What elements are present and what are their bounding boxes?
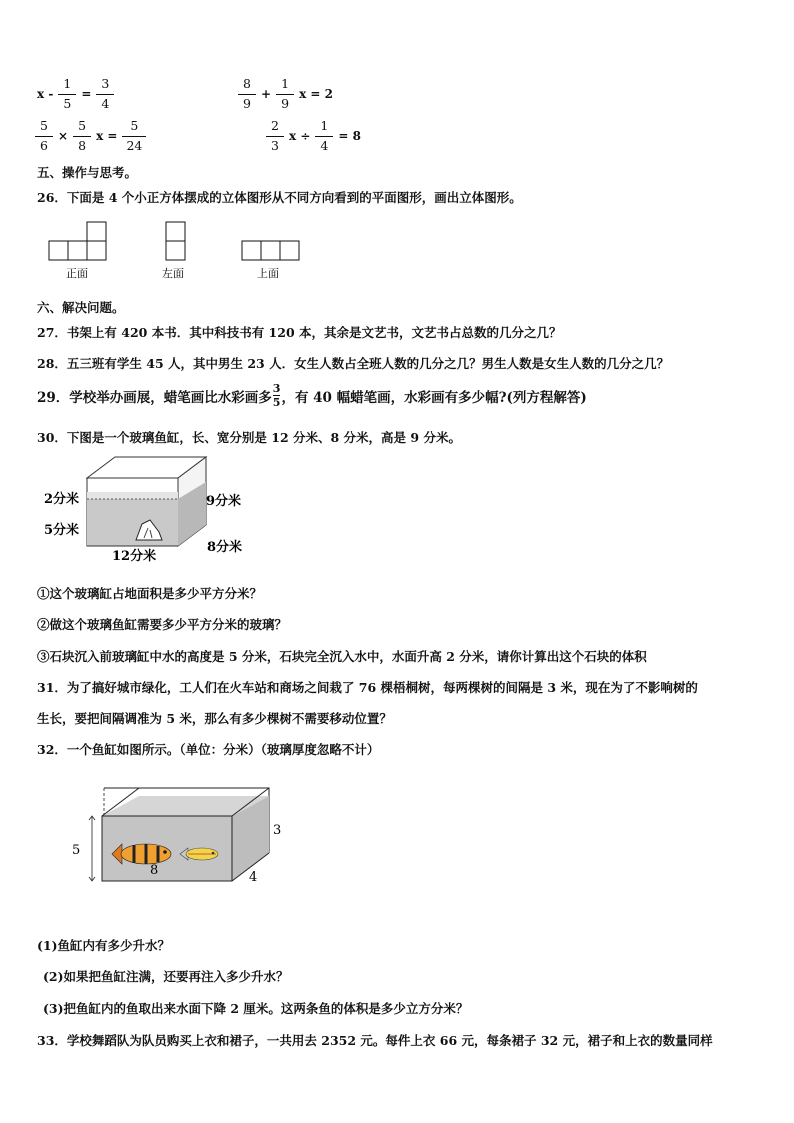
eq3-fraction-3: $\frac{5}{24}$ [124,120,144,152]
eq2-fraction-1: $\frac{8}{9}$ [240,78,254,110]
q32-label-water-drop: 3 [273,823,282,838]
q32-sub-1: (1)鱼缸内有多少升水？ [37,938,171,953]
q32-label-width: 4 [249,870,258,885]
fish-1 [112,844,171,864]
q32-fish-tank-diagram [64,780,294,885]
eq2-fraction-2: $\frac{1}{9}$ [278,78,292,110]
question-33: 33．学校舞蹈队为队员购买上衣和裙子，一共用去 2352 元。每件上衣 66 元，每条裙子 32 元，裙子和上衣的数量同样 [37,1033,713,1048]
section-5-title: 五、操作与思考。 [37,165,138,180]
eq3-fraction-2: $\frac{5}{8}$ [75,120,89,152]
eq3-fraction-1: $\frac{5}{6}$ [37,120,51,152]
q30-sub-1: ①这个玻璃缸占地面积是多少平方分米？ [37,586,263,601]
q29-fraction: $\frac{3}{5}$ [272,382,281,409]
q26-views-diagram [40,220,320,282]
q30-label-length: 12分米 [112,549,157,564]
left-view-label: 左面 [162,267,184,280]
front-view [49,222,106,260]
eq2-rest: x = 2 [299,87,333,101]
q30-sub-3: ③石块沉入前玻璃缸中水的高度是 5 分米，石块完全沉入水中，水面升高 2 分米，请你计算出这个石块的体积 [37,649,647,664]
top-view [242,241,299,260]
section-6-title: 六、解决问题。 [37,300,125,315]
equation-3 [37,120,144,152]
q30-label-height: 9分米 [206,494,242,509]
question-26: 26．下面是 4 个小正方体摆成的立体图形从不同方向看到的平面图形，画出立体图形。 [37,190,522,205]
question-30: 30．下图是一个玻璃鱼缸，长、宽分别是 12 分米、8 分米，高是 9 分米。 [37,430,461,445]
eq4-fraction-2: $\frac{1}{4}$ [317,120,331,152]
equation-4 [268,120,361,152]
eq4-xdiv: x ÷ [289,129,311,143]
q32-label-length: 8 [150,863,159,878]
q32-sub-3: (3)把鱼缸内的鱼取出来水面下降 2 厘米。这两条鱼的体积是多少立方分米？ [43,1001,469,1016]
top-view-label: 上面 [257,267,279,280]
q32-label-height: 5 [72,843,81,858]
eq1-var: x - [37,87,54,101]
q30-fish-tank-diagram [40,452,260,570]
eq1-fraction-2: $\frac{3}{4}$ [98,78,112,110]
eq1-equals: = [81,87,92,101]
eq1-fraction-1: $\frac{1}{5}$ [60,78,74,110]
question-29 [37,383,587,408]
question-31-line-2: 生长，要把间隔调准为 5 米，那么有多少棵树不需要移动位置？ [37,711,392,726]
eq4-rest: = 8 [338,129,361,143]
q32-sub-2: (2)如果把鱼缸注满，还要再注入多少升水？ [43,969,289,984]
eq4-fraction-1: $\frac{2}{3}$ [268,120,282,152]
question-27: 27．书架上有 420 本书．其中科技书有 120 本，其余是文艺书，文艺书占总数的几分之几？ [37,325,562,340]
q30-label-top: 2分米 [44,492,80,507]
q29-after: ，有 40 幅蜡笔画，水彩画有多少幅?(列方程解答) [281,389,587,406]
front-view-label: 正面 [66,267,88,280]
eq3-times: × [58,129,69,143]
eq3-xeq: x = [96,129,118,143]
left-view [166,222,185,260]
fish-2 [180,848,218,860]
question-31-line-1: 31．为了搞好城市绿化，工人们在火车站和商场之间栽了 76 棵梧桐树，每两棵树的间隔是 3 米，现在为了不影响树的 [37,680,698,695]
question-28: 28．五三班有学生 45 人，其中男生 23 人．女生人数占全班人数的几分之几？男生人数是女生人数的几分之几？ [37,356,670,371]
q30-label-width: 8分米 [207,540,243,555]
q29-before: 29．学校举办画展，蜡笔画比水彩画多 [37,389,272,406]
question-32: 32．一个鱼缸如图所示。（单位：分米）（玻璃厚度忽略不计） [37,742,380,757]
equation-1 [37,78,112,110]
eq2-plus: + [261,87,272,101]
q30-label-bottom: 5分米 [44,523,80,538]
equation-2 [240,78,333,110]
q30-sub-2: ②做这个玻璃鱼缸需要多少平方分米的玻璃？ [37,617,288,632]
